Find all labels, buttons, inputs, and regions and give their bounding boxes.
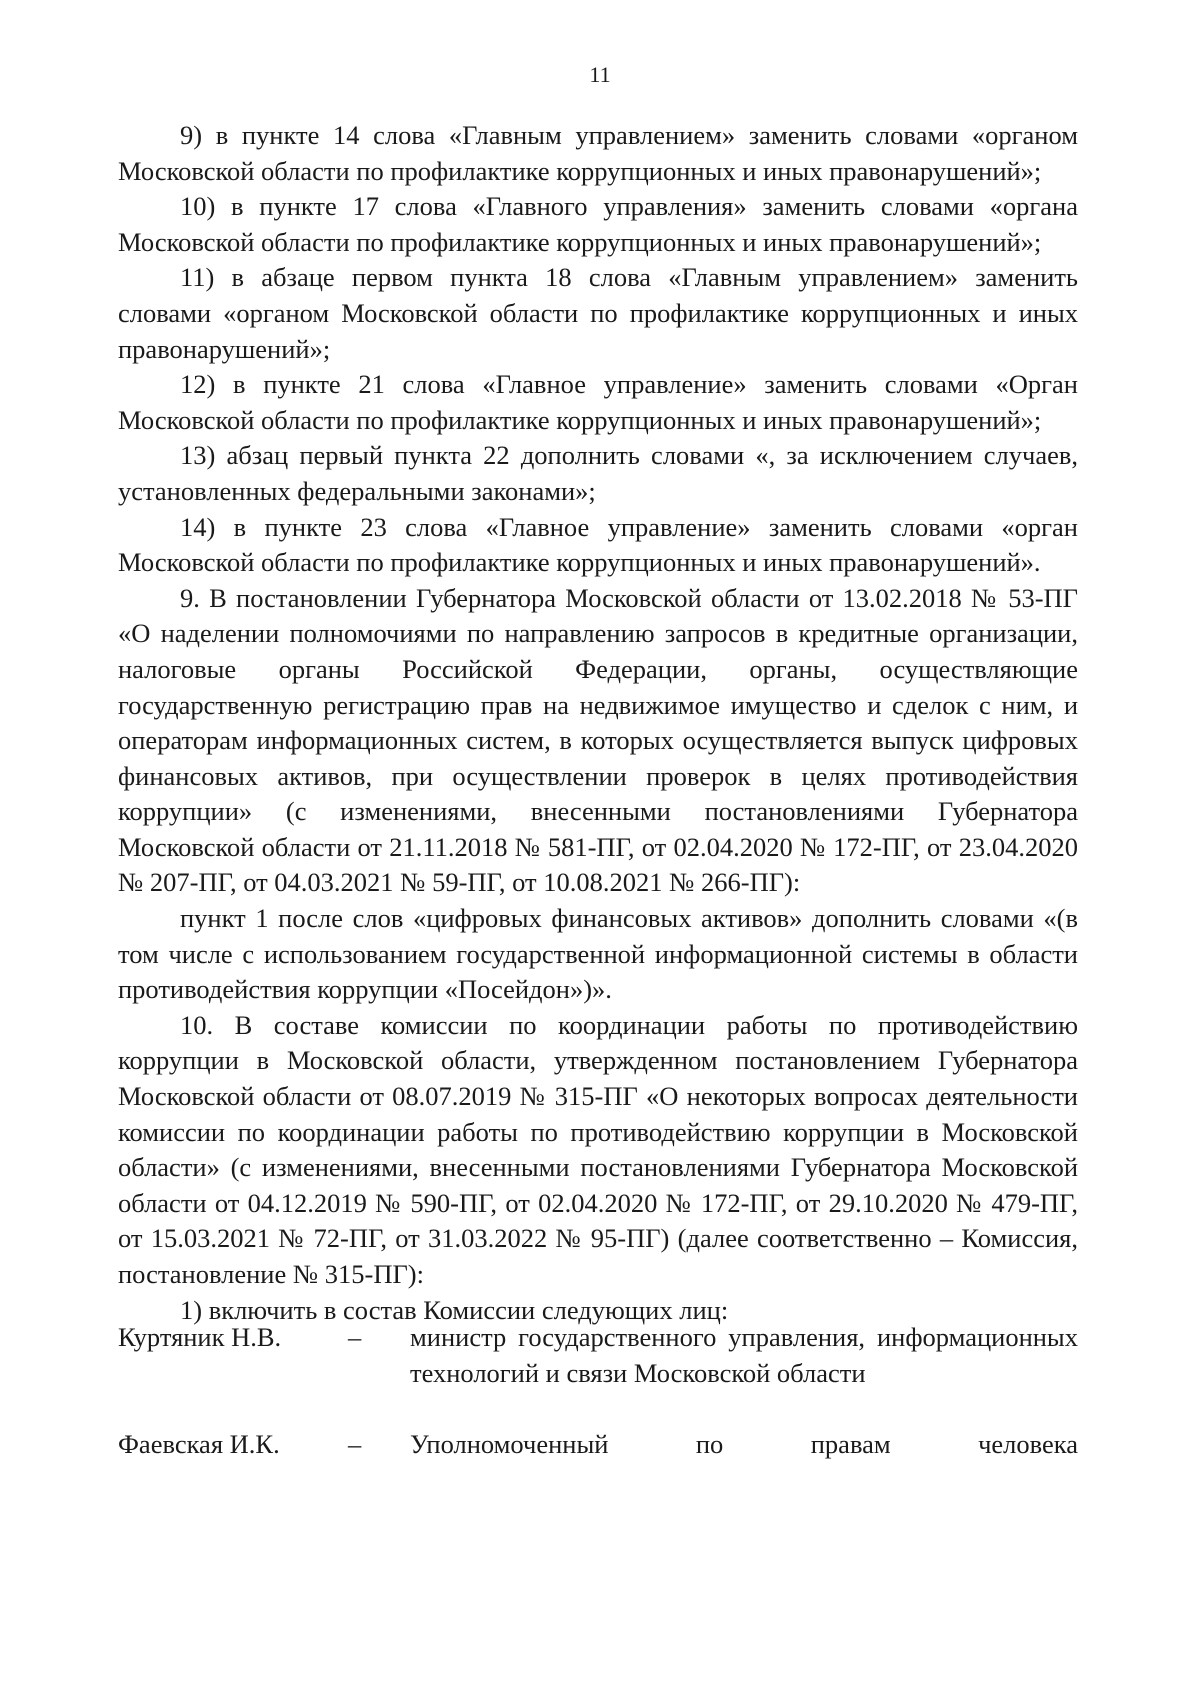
member-row	[118, 1320, 1078, 1391]
member-role: Уполномоченный по правам человека	[410, 1429, 1078, 1460]
paragraph: 11) в абзаце первом пункта 18 слова «Главным управлением» заменить словами «органом Московской области по профилактике коррупционных и иных правонарушений»;	[118, 262, 1078, 364]
commission-members-list	[118, 1320, 1078, 1499]
paragraph: 13) абзац первый пункта 22 дополнить словами «, за исключением случаев, установленных федеральными законами»;	[118, 440, 1078, 506]
member-role: министр государственного управления, информационных технологий и связи Московской области	[410, 1322, 1078, 1388]
paragraph: 10. В составе комиссии по координации работы по противодействию коррупции в Московской области, утвержденном постановлением Губернатора Московской области от 08.07.2019 № 315-ПГ «О некоторых вопросах деятельности комиссии по координации работы по противодействию коррупции в Московской области» (с изменениями, внесенными постановлениями Губернатора Московской области от 04.12.2019 № 590-ПГ, от 02.04.2020 № 172-ПГ, от 29.10.2020 № 479-ПГ, от 15.03.2021 № 72-ПГ, от 31.03.2022 № 95-ПГ) (далее соответственно – Комиссия, постановление № 315-ПГ):	[118, 1009, 1078, 1289]
paragraph: 10) в пункте 17 слова «Главного управления» заменить словами «органа Московской области по профилактике коррупционных и иных правонарушений»;	[118, 191, 1078, 257]
member-name: Куртяник Н.В.	[118, 1322, 282, 1352]
document-body	[118, 118, 1078, 1328]
member-name: Фаевская И.К.	[118, 1429, 280, 1460]
paragraph: 9. В постановлении Губернатора Московской области от 13.02.2018 № 53-ПГ «О наделении полномочиями по направлению запросов в кредитные организации, налоговые органы Российской Федерации, органы, осуществляющие государственную регистрацию прав на недвижимое имущество и сделок с ним, и операторам информационных систем, в которых осуществляется выпуск цифровых финансовых активов, при осуществлении проверок в целях противодействия коррупции» (с изменениями, внесенными постановлениями Губернатора Московской области от 21.11.2018 № 581-ПГ, от 02.04.2020 № 172-ПГ, от 23.04.2020 № 207-ПГ, от 04.03.2021 № 59-ПГ, от 10.08.2021 № 266-ПГ):	[118, 582, 1078, 898]
paragraph: 12) в пункте 21 слова «Главное управление» заменить словами «Орган Московской области по профилактике коррупционных и иных правонарушений»;	[118, 369, 1078, 435]
paragraph: 14) в пункте 23 слова «Главное управление» заменить словами «орган Московской области по профилактике коррупционных и иных правонарушений».	[118, 511, 1078, 578]
member-dash: –	[348, 1429, 362, 1460]
paragraph: пункт 1 после слов «цифровых финансовых активов» дополнить словами «(в том числе с использованием государственной информационной системы в области противодействия коррупции «Посейдон»)».	[118, 903, 1078, 1005]
member-row	[118, 1427, 1078, 1463]
page-number: 11	[589, 62, 611, 87]
paragraph: 1) включить в состав Комиссии следующих лиц:	[180, 1294, 729, 1325]
paragraph: 9) в пункте 14 слова «Главным управлением» заменить словами «органом Московской области по профилактике коррупционных и иных правонарушений»;	[118, 120, 1078, 186]
member-dash: –	[348, 1322, 362, 1352]
